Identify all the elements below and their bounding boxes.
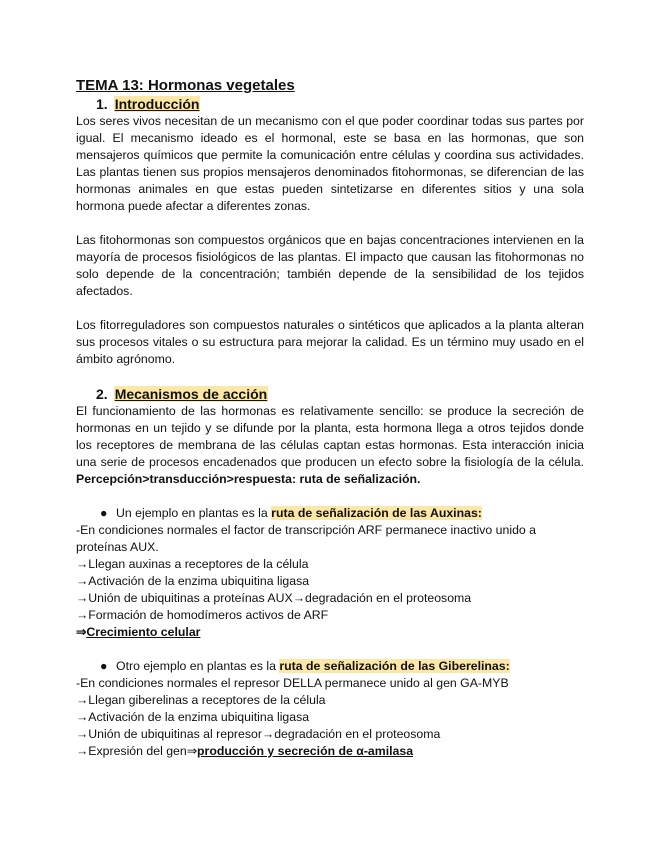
auxin-line: →Llegan auxinas a receptores de la célula xyxy=(76,557,309,571)
intro-paragraph-3: Los fitorreguladores son compuestos naturales o sintéticos que aplicados a la planta alteran sus procesos vitales o su estructura para mejorar la calidad. Es un término muy usado en el ámbito agrónomo. xyxy=(76,318,584,366)
gibberellin-line: -En condiciones normales el represor DELLA permanece unido al gen GA-MYB xyxy=(76,676,509,690)
section-2-title: Mecanismos de acción xyxy=(114,386,268,402)
section-1-number: 1. xyxy=(96,96,108,112)
mechanism-text: El funcionamiento de las hormonas es relativamente sencillo: se produce la secreción de hormonas en un tejido y se difunde por la planta, esta hormona llega a otros tejidos donde los receptores de membrana de las células captan estas hormonas. Esta interacción inicia una serie de procesos encadenados que producen un efecto sobre la fisiología de la célula. xyxy=(76,404,584,469)
signaling-summary: Percepción>transducción>respuesta: ruta de señalización. xyxy=(76,472,421,486)
auxin-line: →Activación de la enzima ubiquitina ligasa xyxy=(76,574,310,588)
auxin-line: →Unión de ubiquitinas a proteínas AUX→degradación en el proteosoma xyxy=(76,591,472,605)
auxin-result xyxy=(76,624,584,641)
section-2-number: 2. xyxy=(96,386,108,402)
auxin-highlight: ruta de señalización de las Auxinas: xyxy=(271,506,482,520)
mechanism-paragraph xyxy=(76,403,584,488)
gibberellin-result xyxy=(76,743,584,760)
section-2-heading xyxy=(76,385,584,403)
intro-paragraph-2: Las fitohormonas son compuestos orgánicos que en bajas concentraciones intervienen en la mayoría de procesos fisiológicos de las plantas. El impacto que causan las fitohormonas no solo depende de la concentración; también depende de la sensibilidad de los tejidos afectados. xyxy=(76,233,584,298)
gibberellin-line: →Unión de ubiquitinas al represor→degradación en el proteosoma xyxy=(76,727,441,741)
auxin-intro: Un ejemplo en plantas es la xyxy=(116,506,272,520)
document-page xyxy=(76,76,584,760)
bullet-icon: ● xyxy=(100,659,108,673)
gibberellin-example-bullet xyxy=(76,658,584,675)
document-title: TEMA 13: Hormonas vegetales xyxy=(76,77,295,94)
section-1-title: Introducción xyxy=(114,96,200,112)
auxin-example-bullet xyxy=(76,505,584,522)
gibberellin-intro: Otro ejemplo en plantas es la xyxy=(116,659,280,673)
bullet-icon: ● xyxy=(100,506,108,520)
intro-paragraph-1: Los seres vivos necesitan de un mecanismo con el que poder coordinar todas sus partes por igual. El mecanismo ideado es el hormonal, este se basa en las hormonas, que son mensajeros químicos que permite la comunicación entre células y coordina sus actividades. Las plantas tienen sus propios mensajeros denominados fitohormonas, se diferencian de las hormonas animales en que estas pueden sintetizarse en diferentes sitios y una sola hormona puede afectar a diferentes zonas. xyxy=(76,114,584,213)
gibberellin-line: →Llegan giberelinas a receptores de la célula xyxy=(76,693,326,707)
auxin-line: →Formación de homodímeros activos de ARF xyxy=(76,608,329,622)
gibberellin-highlight: ruta de señalización de las Giberelinas: xyxy=(279,659,510,673)
result-arrow: ⇒ xyxy=(76,625,87,639)
section-1-heading xyxy=(76,95,584,113)
auxin-result-text: Crecimiento celular xyxy=(86,625,201,639)
gibberellin-result-prefix: →Expresión del gen⇒ xyxy=(76,744,198,758)
gibberellin-line: →Activación de la enzima ubiquitina ligasa xyxy=(76,710,310,724)
auxin-line: proteínas AUX. xyxy=(76,540,159,554)
gibberellin-result-text: producción y secreción de α-amilasa xyxy=(197,744,414,758)
auxin-line: -En condiciones normales el factor de transcripción ARF permanece inactivo unido a xyxy=(76,523,537,537)
